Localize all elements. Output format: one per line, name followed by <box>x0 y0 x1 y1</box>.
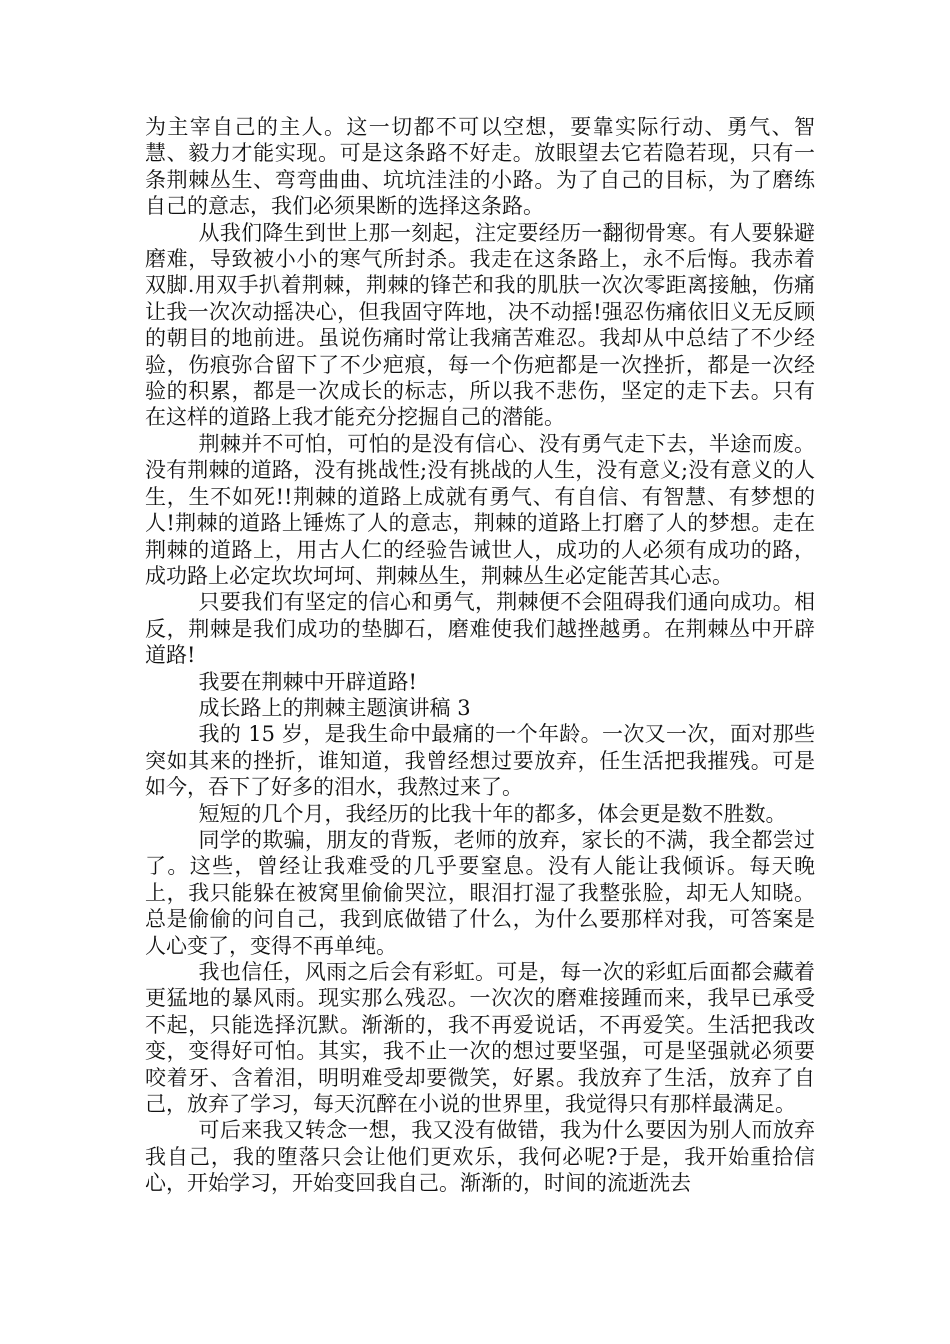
paragraph-8: 短短的几个月，我经历的比我十年的都多，体会更是数不胜数。 <box>198 801 787 826</box>
paragraph-1: 为主宰自己的主人。这一切都不可以空想，要靠实际行动、勇气、智慧、毅力才能实现。可是这条路不好走。放眼望去它若隐若现，只有一条荆棘丛生、弯弯曲曲、坑坑洼洼的小路。为了自己的目标，为了磨练自己的意志，我们必须果断的选择这条路。 <box>145 115 815 219</box>
paragraph-11: 可后来我又转念一想，我又没有做错，我为什么要因为别人而放弃我自己，我的堕落只会让他们更欢乐，我何必呢?于是，我开始重拾信心，开始学习，开始变回我自己。渐渐的，时间的流逝洗去 <box>145 1118 815 1196</box>
section-heading: 成长路上的荆棘主题演讲稿 3 <box>198 695 471 720</box>
paragraph-3: 荆棘并不可怕，可怕的是没有信心、没有勇气走下去，半途而废。没有荆棘的道路，没有挑战性;没有挑战的人生，没有意义;没有意义的人生，生不如死!!荆棘的道路上成就有勇气、有自信、有智慧、有梦想的人!荆棘的道路上锤炼了人的意志，荆棘的道路上打磨了人的梦想。走在荆棘的道路上，用古人仁的经验告诫世人，成功的人必须有成功的路，成功路上必定坎坎坷坷、荆棘丛生，荆棘丛生必定能苦其心志。 <box>145 431 815 588</box>
paragraph-2: 从我们降生到世上那一刻起，注定要经历一翻彻骨寒。有人要躲避磨难，导致被小小的寒气所封杀。我走在这条路上，永不后悔。我赤着双脚.用双手扒着荆棘，荆棘的锋芒和我的肌肤一次次零距离接触，伤痛让我一次次动摇决心，但我固守阵地，决不动摇!强忍伤痛依旧义无反顾的朝目的地前进。虽说伤痛时常让我痛苦难忍。我却从中总结了不少经验，伤痕弥合留下了不少疤痕，每一个伤疤都是一次挫折，都是一次经验的积累，都是一次成长的标志，所以我不悲伤，坚定的走下去。只有在这样的道路上我才能充分挖掘自己的潜能。 <box>145 220 815 430</box>
paragraph-10: 我也信任，风雨之后会有彩虹。可是，每一次的彩虹后面都会藏着更猛地的暴风雨。现实那么残忍。一次次的磨难接踵而来，我早已承受不起，只能选择沉默。渐渐的，我不再爱说话，不再爱笑。生活把我改变，变得好可怕。其实，我不止一次的想过要坚强，可是坚强就必须要咬着牙、含着泪，明明难受却要微笑，好累。我放弃了生活，放弃了自己，放弃了学习，每天沉醉在小说的世界里，我觉得只有那样最满足。 <box>145 960 815 1117</box>
paragraph-4: 只要我们有坚定的信心和勇气，荆棘便不会阻碍我们通向成功。相反，荆棘是我们成功的垫脚石，磨难使我们越挫越勇。在荆棘丛中开辟道路! <box>145 590 815 668</box>
document-body <box>145 114 815 1197</box>
paragraph-9: 同学的欺骗，朋友的背叛，老师的放弃，家长的不满，我全都尝过了。这些，曾经让我难受的几乎要窒息。没有人能让我倾诉。每天晚上，我只能躲在被窝里偷偷哭泣，眼泪打湿了我整张脸，却无人知晓。总是偷偷的问自己，我到底做错了什么，为什么要那样对我，可答案是人心变了，变得不再单纯。 <box>145 827 815 958</box>
paragraph-5: 我要在荆棘中开辟道路! <box>198 669 417 694</box>
paragraph-7: 我的 15 岁，是我生命中最痛的一个年龄。一次又一次，面对那些突如其来的挫折，谁知道，我曾经想过要放弃，任生活把我摧残。可是如今，吞下了好多的泪水，我熬过来了。 <box>145 722 815 800</box>
